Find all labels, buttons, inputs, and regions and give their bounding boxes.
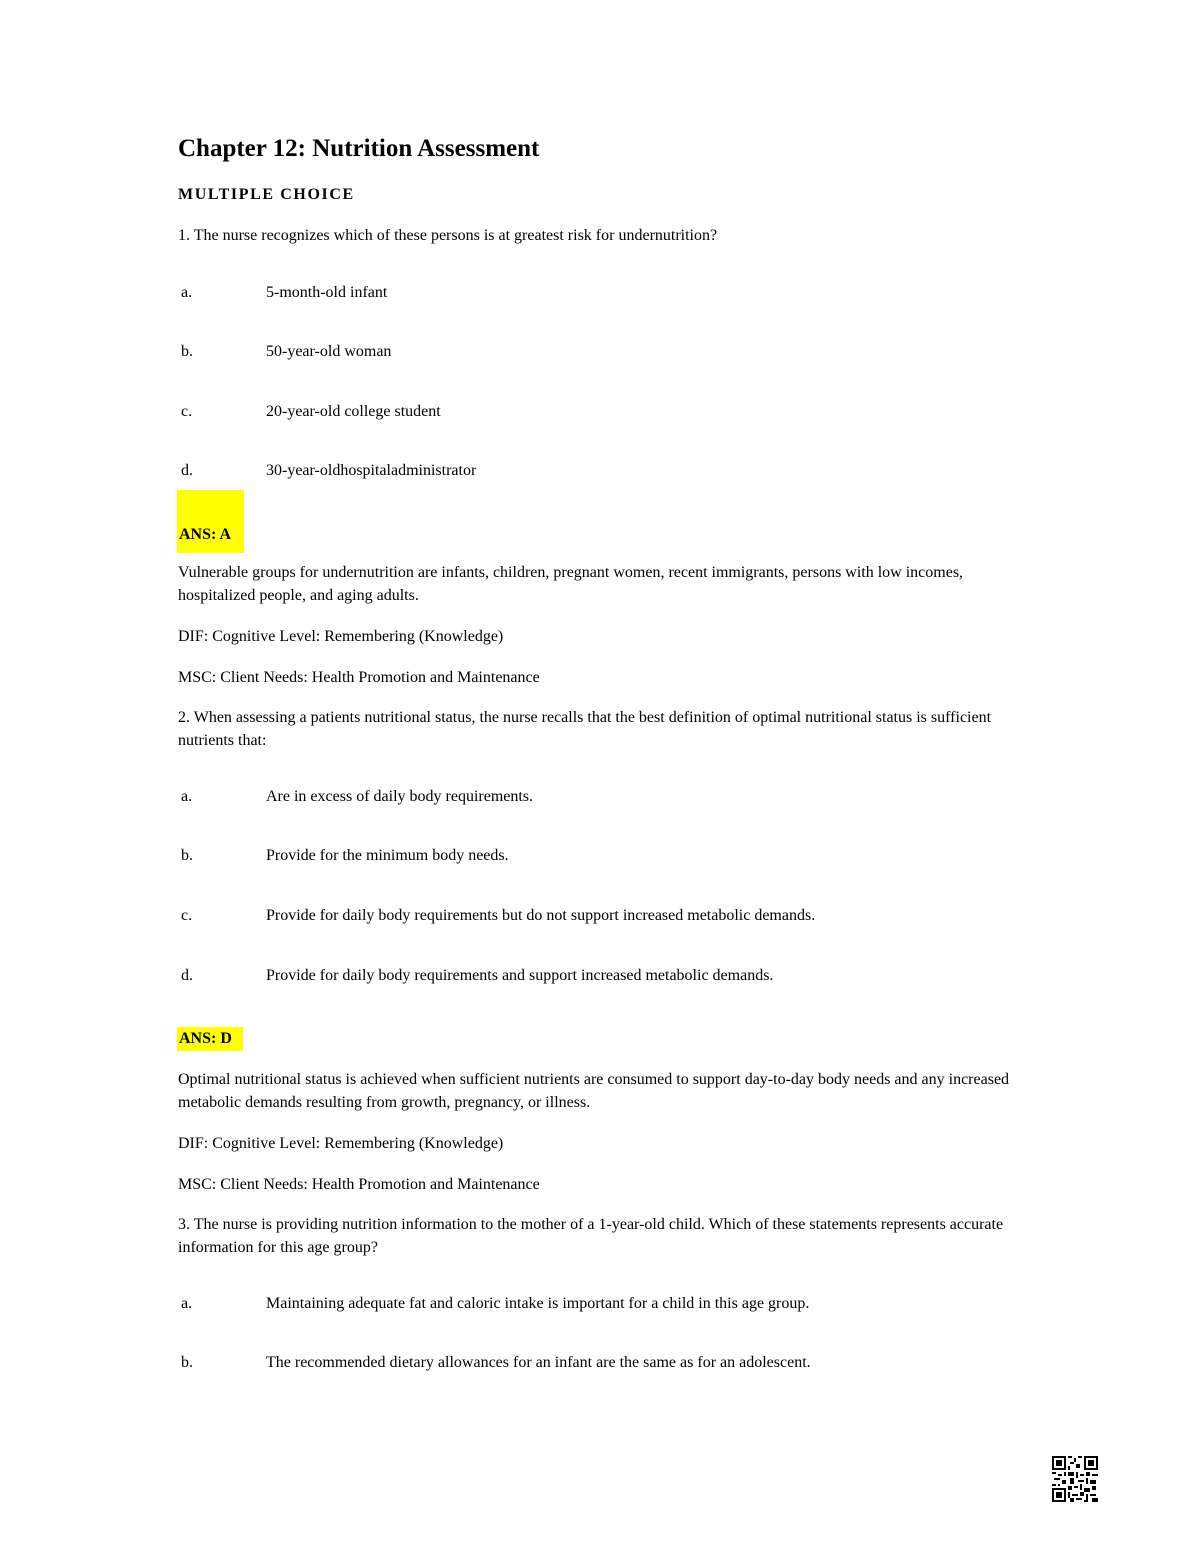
q1-client-needs: MSC: Client Needs: Health Promotion and Maintenance [178,669,540,686]
q3-option-b-letter: b. [181,1354,193,1371]
qr-code-icon [1052,1456,1098,1502]
q1-answer: ANS: A [179,526,232,543]
q1-option-c-text: 20-year-old college student [266,403,441,420]
q1-option-a-letter: a. [181,284,193,301]
q3-option-b-text: The recommended dietary allowances for an infant are the same as for an adolescent. [266,1354,811,1371]
q2-difficulty: DIF: Cognitive Level: Remembering (Knowledge) [178,1135,504,1152]
q1-option-a-text: 5-month-old infant [266,284,388,301]
chapter-title: Chapter 12: Nutrition Assessment [178,135,540,162]
q2-answer: ANS: D [179,1030,232,1047]
q1-option-b-letter: b. [181,343,193,360]
q1-rationale: Vulnerable groups for undernutrition are infants, children, pregnant women, recent immigrants, persons with low incomes, hospitalized people, and aging adults. [178,564,964,604]
q1-option-d-letter: d. [181,462,193,479]
section-heading: MULTIPLE CHOICE [178,186,355,203]
q1-option-b-text: 50-year-old woman [266,343,392,360]
q2-client-needs: MSC: Client Needs: Health Promotion and Maintenance [178,1176,540,1193]
question-2-stem: 2. When assessing a patients nutritional status, the nurse recalls that the best definition of optimal nutritional status is sufficient nutrients that: [178,709,992,749]
q1-option-c-letter: c. [181,403,193,420]
q1-option-d-text: 30-year-oldhospitaladministrator [266,462,477,479]
q1-difficulty: DIF: Cognitive Level: Remembering (Knowledge) [178,628,504,645]
q2-option-c-letter: c. [181,907,193,924]
q2-option-d-letter: d. [181,967,193,984]
q2-rationale: Optimal nutritional status is achieved when sufficient nutrients are consumed to support day-to-day body needs and any increased metabolic demands resulting from growth, pregnancy, or illness. [178,1071,1010,1111]
question-3-stem: 3. The nurse is providing nutrition information to the mother of a 1-year-old child. Which of these statements represents accurate information for this age group? [178,1216,1004,1256]
q2-option-a-text: Are in excess of daily body requirements. [266,788,534,805]
question-1-stem: 1. The nurse recognizes which of these persons is at greatest risk for undernutrition? [178,227,718,244]
q2-option-a-letter: a. [181,788,193,805]
q2-option-b-text: Provide for the minimum body needs. [266,847,509,864]
q2-option-c-text: Provide for daily body requirements but do not support increased metabolic demands. [266,907,816,924]
q2-option-d-text: Provide for daily body requirements and support increased metabolic demands. [266,967,774,984]
q2-option-b-letter: b. [181,847,193,864]
q3-option-a-letter: a. [181,1295,193,1312]
q3-option-a-text: Maintaining adequate fat and caloric intake is important for a child in this age group. [266,1295,810,1312]
